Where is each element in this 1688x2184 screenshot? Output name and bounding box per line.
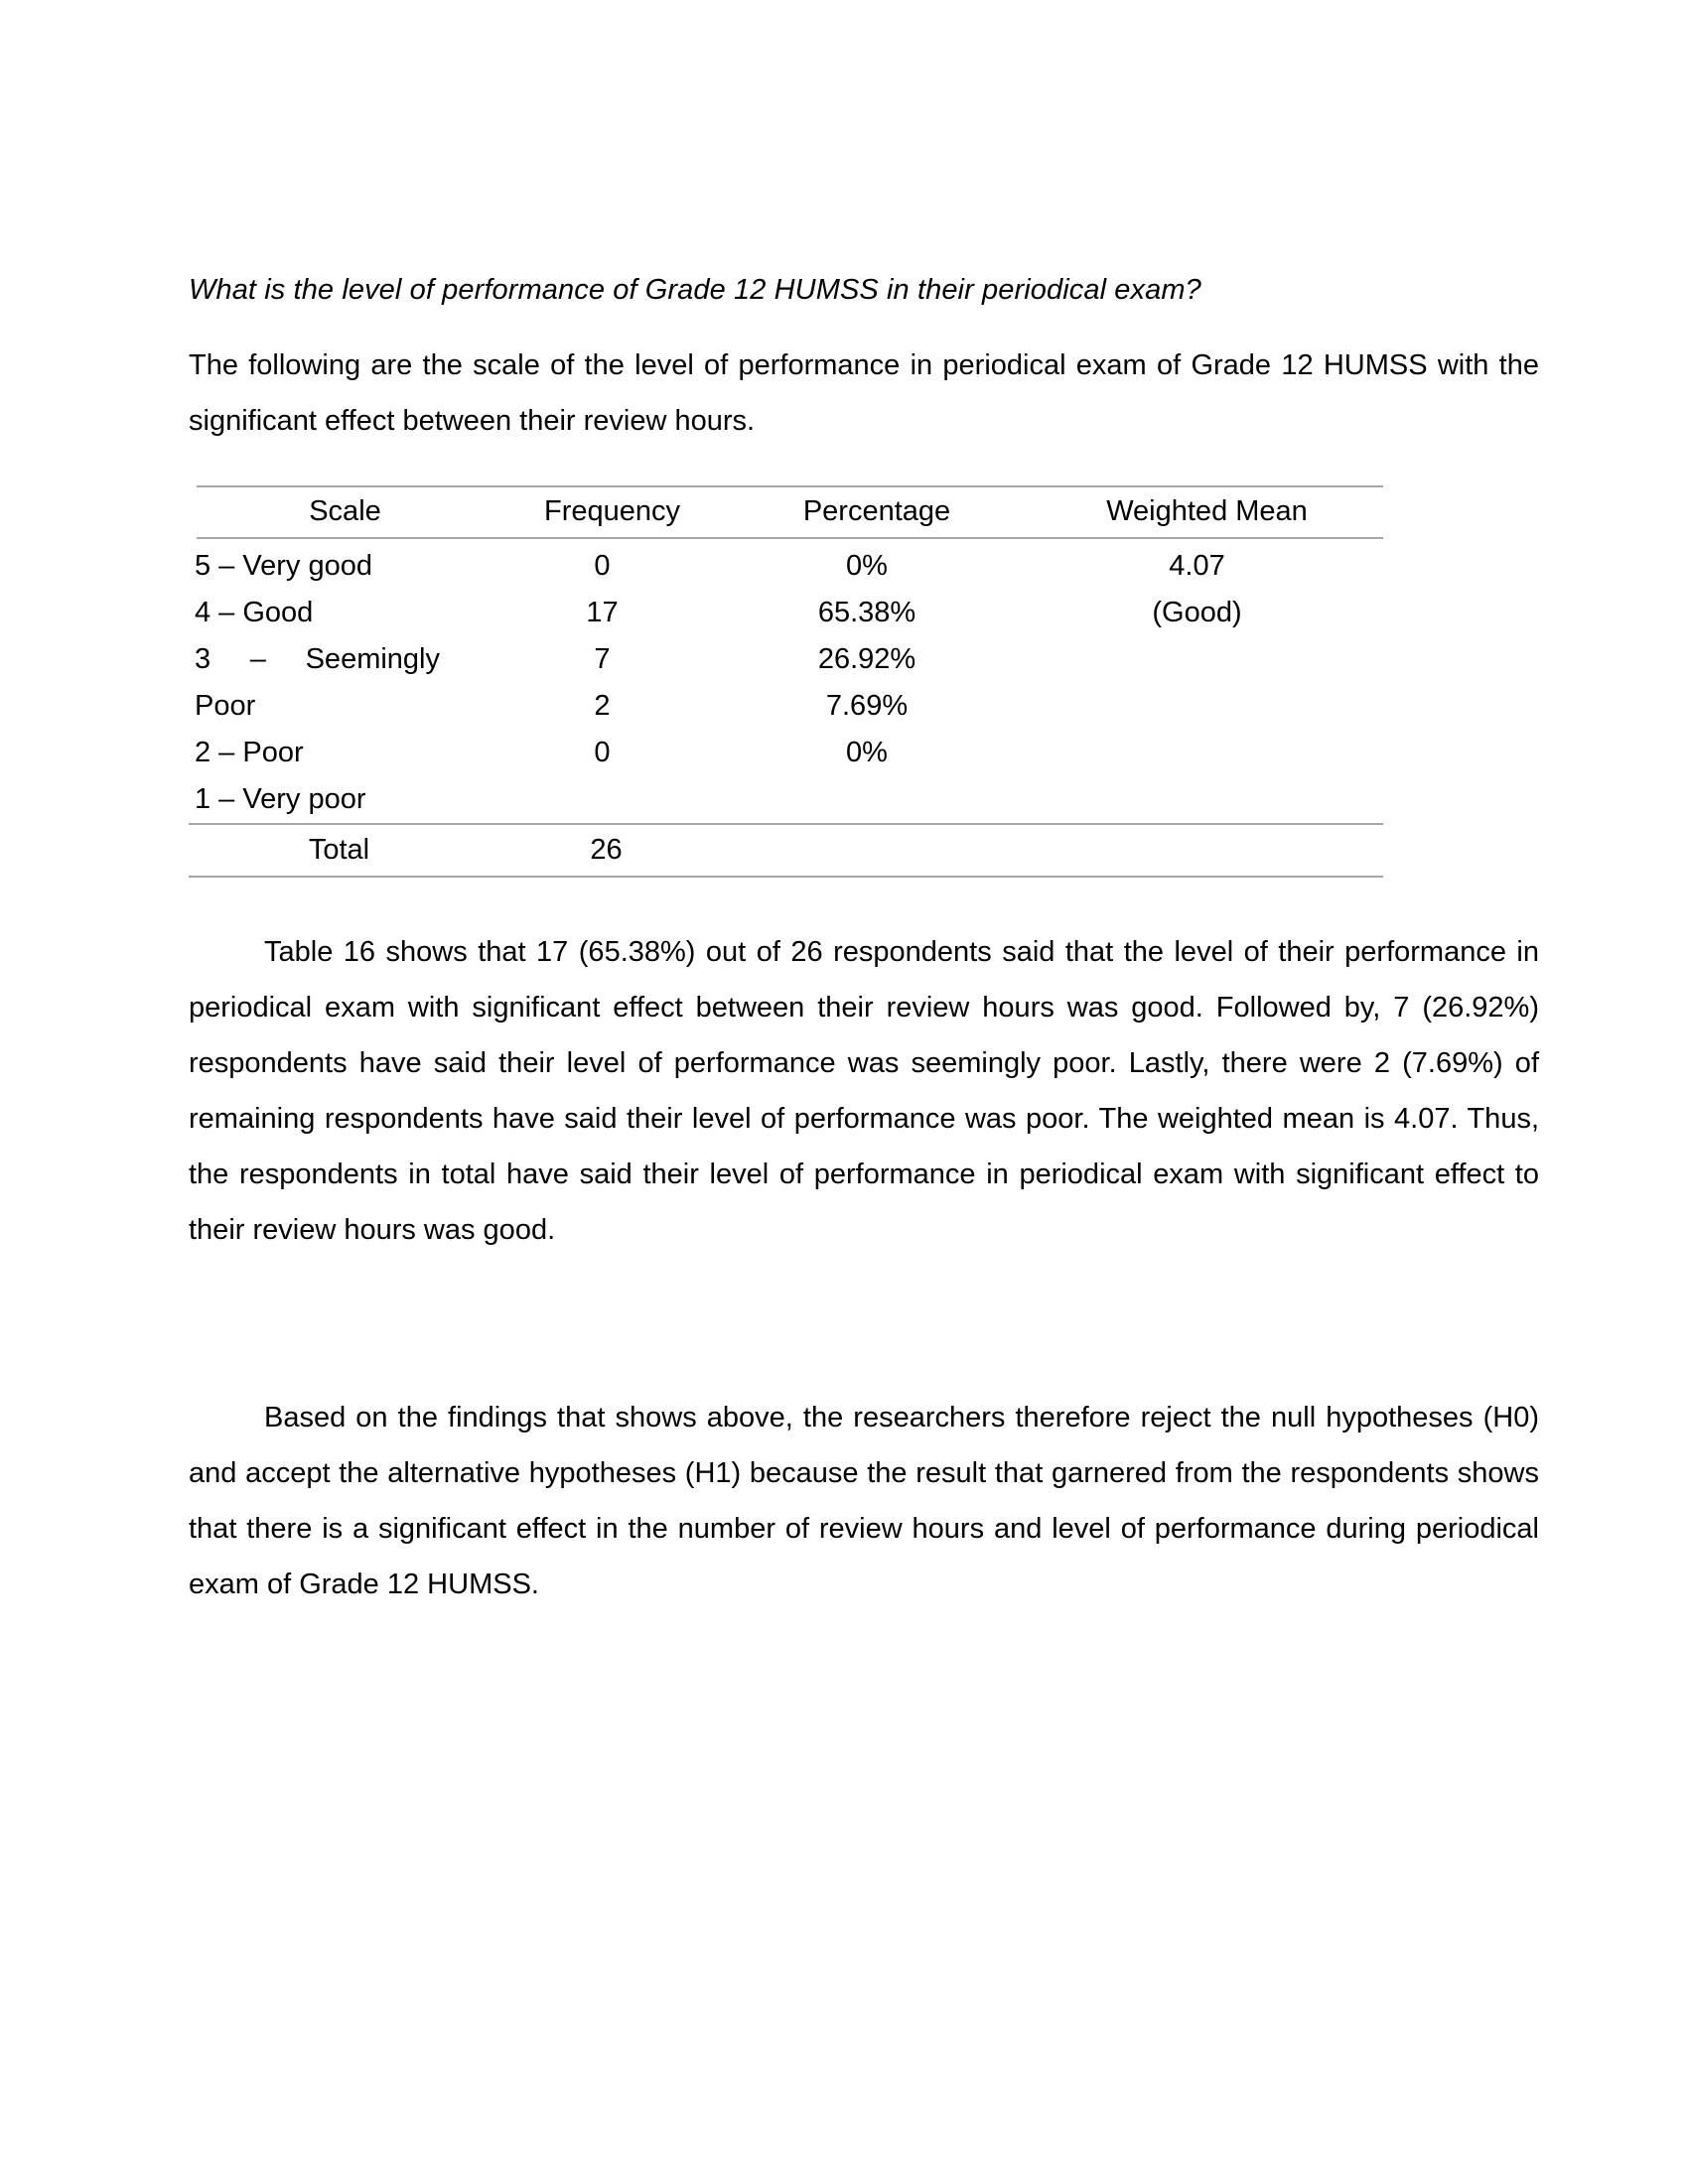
- scale-label-poor: 2 – Poor: [195, 737, 304, 768]
- research-question-heading: What is the level of performance of Grade 12 HUMSS in their periodical exam?: [189, 274, 1201, 306]
- column-header-percentage: Percentage: [802, 495, 951, 527]
- frequency-value: 2: [594, 690, 611, 722]
- table-bottom-rule: [189, 876, 1383, 878]
- total-weighted-mean-value: [1015, 827, 1387, 874]
- page-content: [189, 0, 1539, 1612]
- weighted-mean-column: [1011, 543, 1383, 636]
- frequency-value: 0: [594, 737, 611, 768]
- percentage-value: 0%: [846, 737, 888, 768]
- weighted-mean-interpretation: (Good): [1152, 597, 1242, 628]
- percentage-value: 26.92%: [817, 643, 916, 675]
- percentage-value: 7.69%: [825, 690, 909, 722]
- total-frequency-value: 26: [590, 834, 623, 866]
- frequency-value: 7: [594, 643, 611, 675]
- table-header-row: [189, 487, 1383, 537]
- total-label: Total: [308, 834, 370, 866]
- scale-label-seemingly-dash: –: [249, 643, 266, 675]
- scale-label-seemingly-poor-line1: [195, 636, 440, 683]
- scale-label-seemingly-poor-line2: Poor: [195, 690, 256, 722]
- scale-label-very-good: 5 – Very good: [195, 550, 372, 582]
- intro-paragraph: The following are the scale of the level of performance in periodical exam of Grade 12 HUMSS with the significant effect between their review hours.: [189, 349, 1539, 437]
- percentage-column: [723, 543, 1011, 776]
- scale-label-good: 4 – Good: [195, 597, 314, 628]
- frequency-value: 17: [586, 597, 619, 628]
- column-header-scale: Scale: [309, 495, 381, 527]
- frequency-value: 0: [594, 550, 611, 582]
- scale-label-seemingly-word: Seemingly: [305, 643, 440, 675]
- analysis-paragraph: Table 16 shows that 17 (65.38%) out of 26 respondents said that the level of their performance in periodical exam with significant effect between their review hours was good. Followed by, 7 (26.92%) respondents have said their level of performance was seemingly poor. Lastly, there were 2 (7.69%) of remaining respondents have said their level of performance was poor. The weighted mean is 4.07. Thus, the respondents in total have said their level of performance in periodical exam with significant effect to their review hours was good.: [189, 936, 1539, 1246]
- percentage-value: 65.38%: [817, 597, 916, 628]
- performance-table: [189, 485, 1383, 878]
- table-total-row: [189, 825, 1383, 876]
- weighted-mean-value: 4.07: [1169, 550, 1225, 582]
- table-body: [189, 539, 1383, 823]
- frequency-column: [482, 543, 723, 776]
- total-percentage-value: [727, 827, 1015, 874]
- scale-label-seemingly-number: 3: [195, 643, 211, 675]
- column-header-frequency: Frequency: [543, 495, 680, 527]
- conclusion-paragraph: Based on the findings that shows above, the researchers therefore reject the null hypotheses (H0) and accept the alternative hypotheses (H1) because the result that garnered from the respondents shows that there is a significant effect in the number of review hours and level of performance during periodical exam of Grade 12 HUMSS.: [189, 1402, 1539, 1600]
- scale-label-very-poor: 1 – Very poor: [195, 783, 366, 815]
- scale-column: [189, 543, 482, 823]
- column-header-weighted-mean: Weighted Mean: [1106, 495, 1308, 527]
- percentage-value: 0%: [846, 550, 888, 582]
